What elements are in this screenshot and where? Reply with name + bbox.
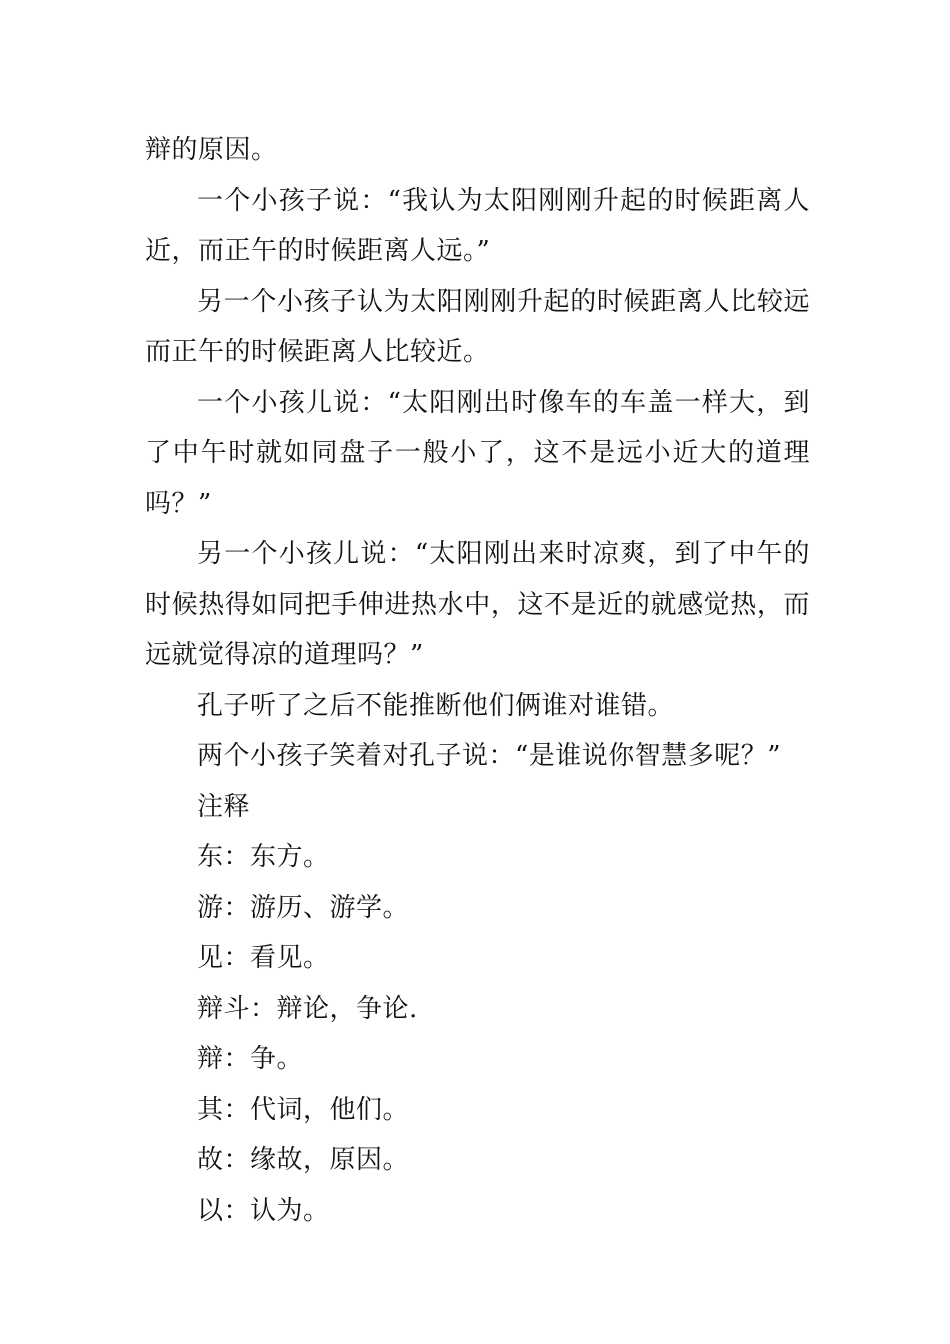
notes-heading: 注释 <box>197 791 251 822</box>
document-body <box>145 125 810 1236</box>
paragraph-confucius-undecided: 孔子听了之后不能推断他们俩谁对谁错。 <box>197 690 675 721</box>
paragraph-second-child-thinks: 另一个小孩子认为太阳刚刚升起的时候距离人比较远而正午的时候距离人比较近。 <box>145 286 810 367</box>
note-item: 辩斗：辩论，争论. <box>197 993 418 1024</box>
paragraph-first-child-says: 一个小孩子说：“我认为太阳刚刚升起的时候距离人近，而正午的时候距离人远。” <box>145 185 810 266</box>
note-item: 辩：争。 <box>197 1044 304 1074</box>
note-item: 其：代词，他们。 <box>197 1094 410 1125</box>
note-item: 东：东方。 <box>197 842 330 872</box>
paragraph-size-argument: 一个小孩儿说：“太阳刚出时像车的车盖一样大，到了中午时就如同盘子一般小了，这不是远小近大的道理吗？” <box>145 387 810 519</box>
note-item: 见：看见。 <box>197 943 330 973</box>
note-item: 故：缘故，原因。 <box>197 1145 410 1175</box>
note-item: 以：认为。 <box>197 1195 330 1226</box>
paragraph-continuation: 辩的原因。 <box>145 135 278 165</box>
note-item: 游：游历、游学。 <box>197 892 410 923</box>
paragraph-children-laugh: 两个小孩子笑着对孔子说：“是谁说你智慧多呢？” <box>197 741 782 771</box>
paragraph-heat-argument: 另一个小孩儿说：“太阳刚出来时凉爽，到了中午的时候热得如同把手伸进热水中，这不是近的就感觉热，而远就觉得凉的道理吗？” <box>145 539 810 670</box>
